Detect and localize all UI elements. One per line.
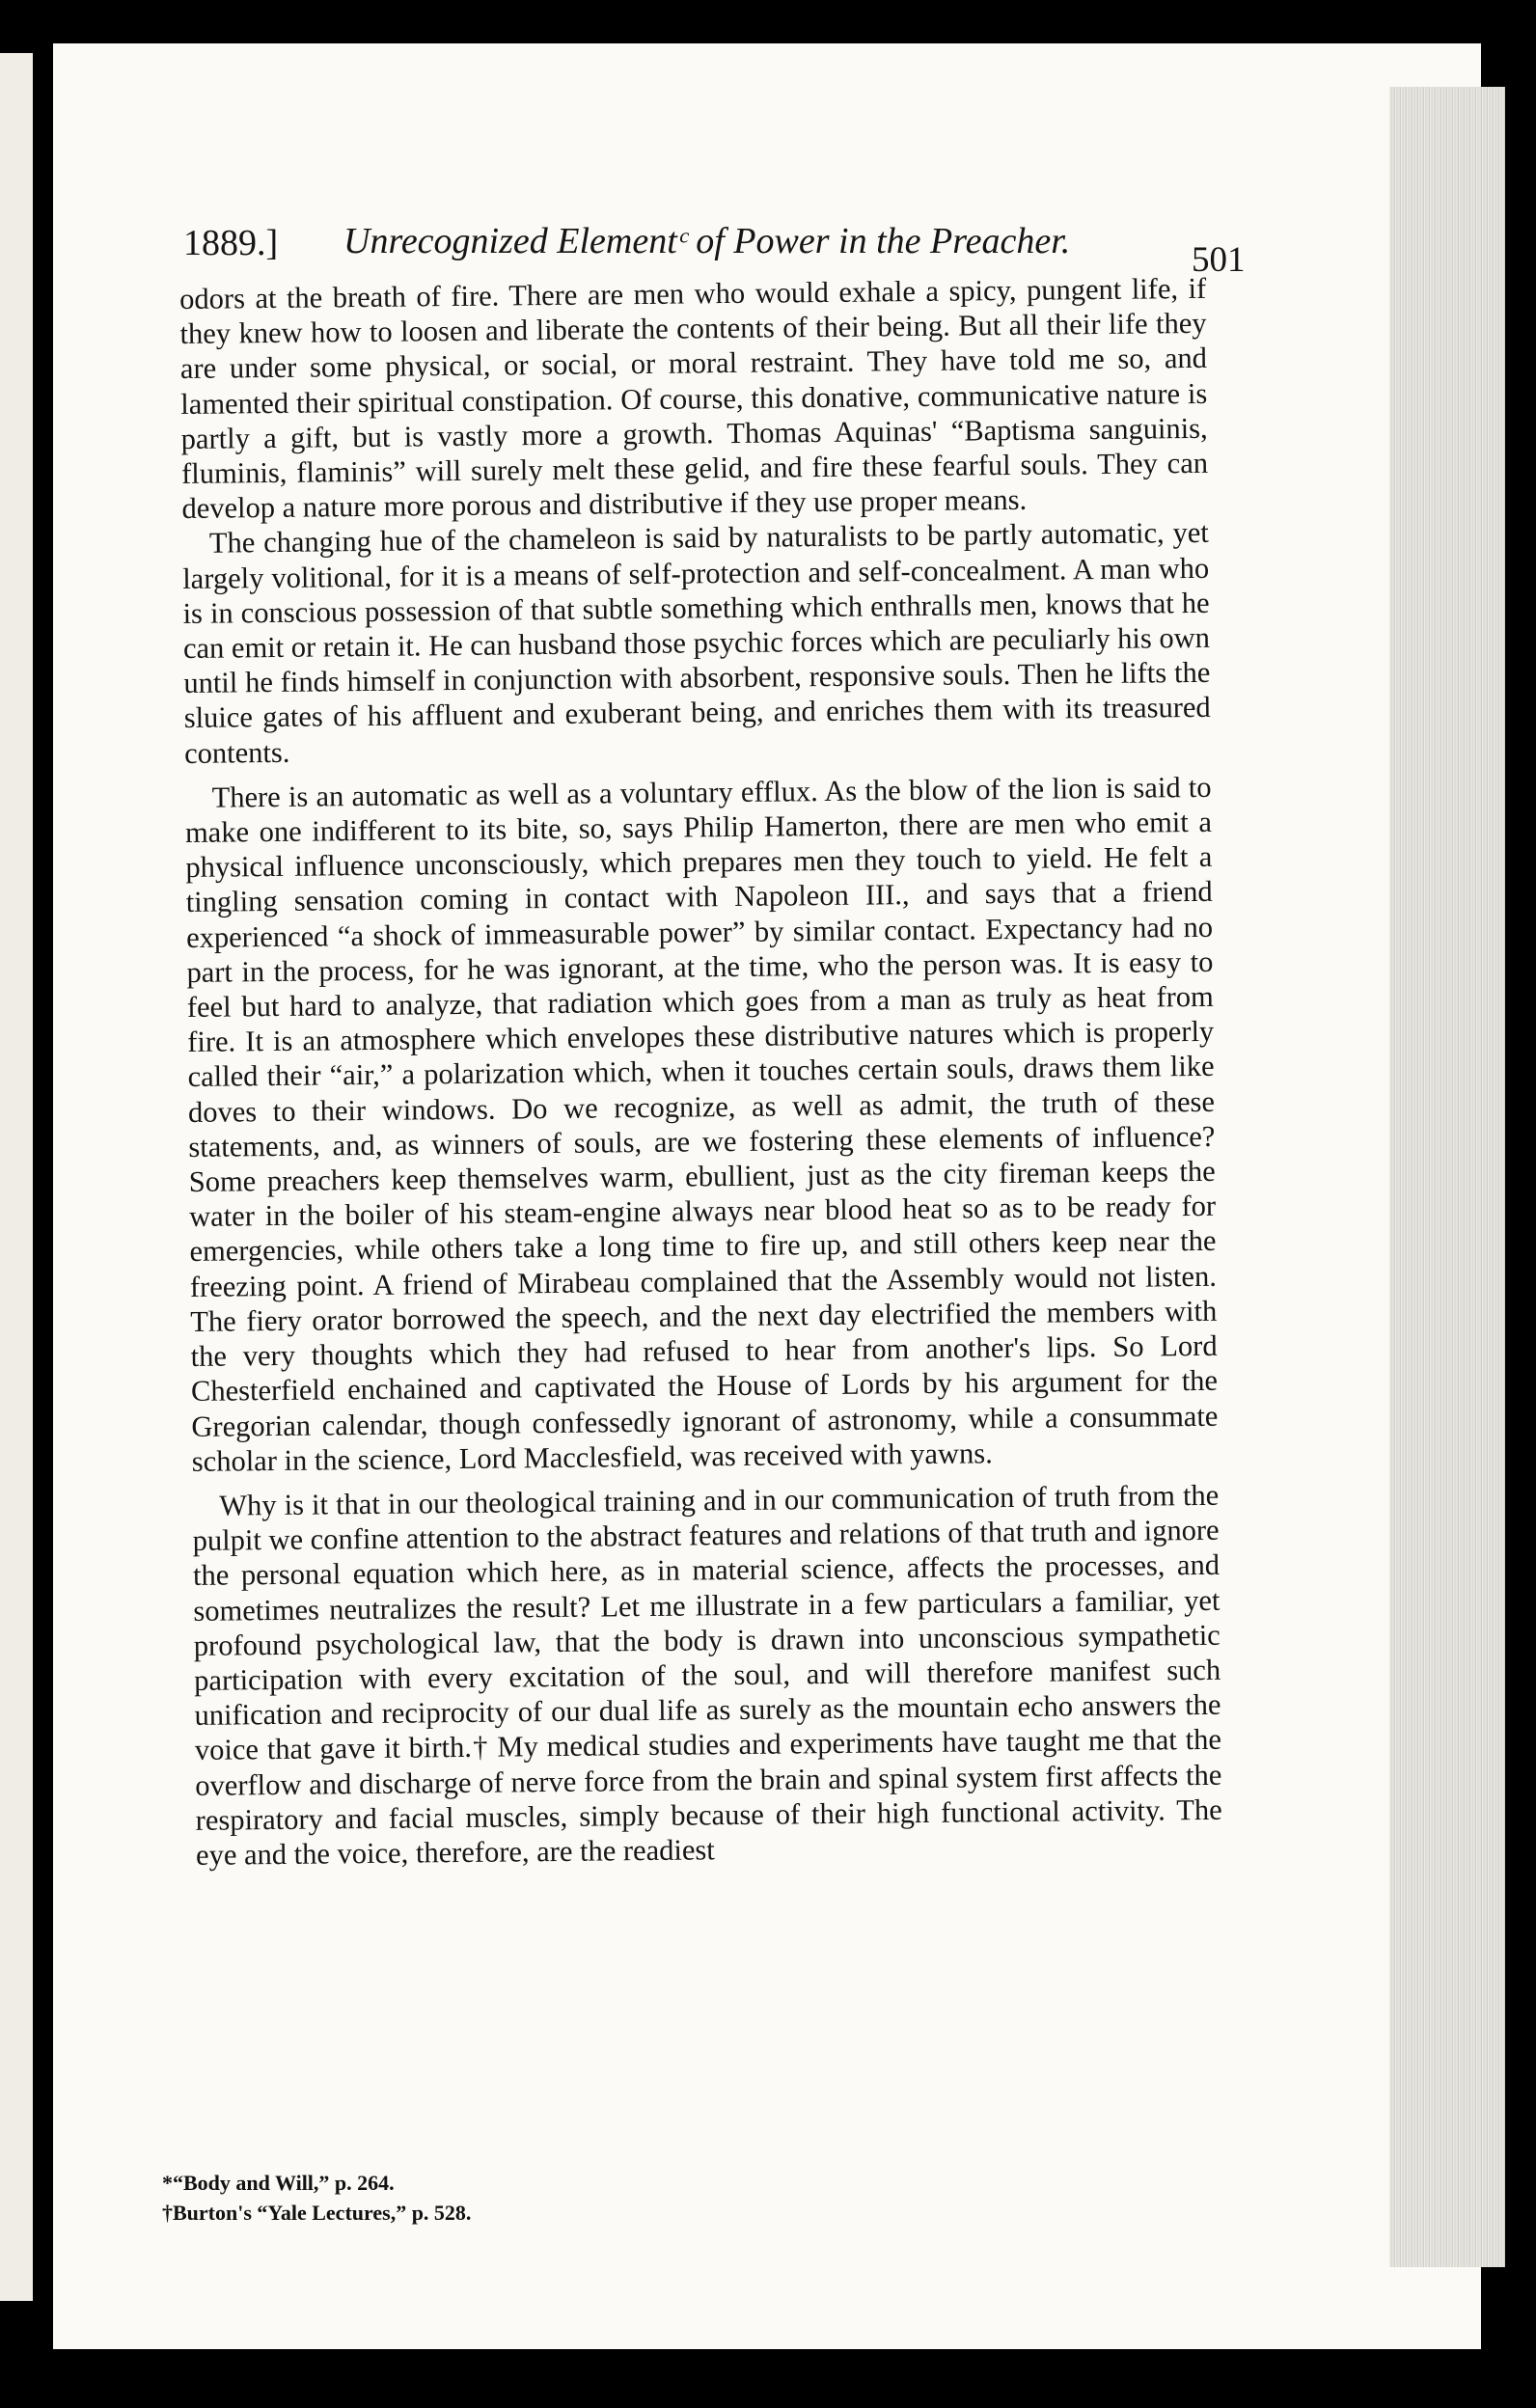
running-header — [183, 220, 1245, 278]
paragraph: The changing hue of the chameleon is said by naturalists to be partly automatic, yet largely volitional, for it is a means of self-protection and self-concealment. A man who is in conscious possession of that subtle something which enthralls men, knows that he can emit or retain it. He can husband those psychic forces which are peculiarly his own until he finds himself in conjunction with absorbent, responsive souls. Then he lifts the sluice gates of his affluent and exuberant being, and enriches them with its treasured contents. — [182, 516, 1211, 770]
paragraph: There is an automatic as well as a voluntary efflux. As the blow of the lion is said to make one indifferent to its bite, so, says Philip Hamerton, there are men who emit a physical influence unconsciously, which prepares men they touch to yield. He felt a tingling sensation coming in contact with Napoleon III., and says that a friend experienced “a shock of immeasurable power” by similar contact. Expectancy had no part in the process, for he was ignorant, at the time, who the person was. It is easy to feel but hard to analyze, that radiation which goes from a man as truly as heat from fire. It is an atmosphere which envelopes these distributive natures which is properly called their “air,” a polarization which, when it touches certain souls, draws them like doves to their windows. Do we recognize, as well as admit, the truth of these statements, and, as winners of souls, are we fostering these elements of influence? Some preachers keep themselves warm, ebullient, just as the city fireman keeps the water in the boiler of his steam-engine always near blood heat so as to be ready for emergencies, while others take a long time to fire up, and still others keep near the freezing point. A friend of Mirabeau complained that the Assembly would not listen. The fiery orator borrowed the speech, and the next day electrified the members with the very thoughts which they had refused to hear from another's lips. So Lord Chesterfield enchained and captivated the House of Lords by his argument for the Gregorian calendar, though confessedly ignorant of astronomy, while a consummate scholar in the science, Lord Macclesfield, was received with yawns. — [184, 770, 1219, 1478]
footnote: *“Body and Will,” p. 264. — [162, 2171, 395, 2195]
previous-page-edge — [0, 53, 33, 2301]
footnote: †Burton's “Yale Lectures,” p. 528. — [162, 2201, 472, 2225]
footnotes — [162, 2168, 471, 2228]
page-number: 501 — [1192, 240, 1246, 280]
paragraph: Why is it that in our theological training and in our communication of truth from the pulpit we confine attention to the abstract features and relations of that truth and ignore the personal equation which here, as in material science, affects the processes, and sometimes neutralizes the result? Let me illustrate in a few particulars a familiar, yet profound psychological law, that the body is drawn into unconscious sympathetic participation with every excitation of the soul, and will therefore manifest such unification and reciprocity of our dual life as surely as the mountain echo answers the voice that gave it birth.† My medical studies and experiments have taught me that the overflow and discharge of nerve force from the brain and spinal system first affects the respiratory and facial muscles, simply because of their high functional activity. The eye and the voice, therefore, are the readiest — [192, 1478, 1222, 1872]
header-title: Unrecognized Elementᶜ of Power in the Preacher. — [343, 221, 1071, 261]
paragraph: odors at the breath of fire. There are men who would exhale a spicy, pungent life, if they knew how to loosen and liberate the contents of their being. But all their life they are under some physical, or social, or moral restraint. They have told me so, and lamented their spiritual constipation. Of course, this donative, communicative nature is partly a gift, but is vastly more a growth. Thomas Aquinas' “Baptisma sanguinis, fluminis, flaminis” will surely melt these gelid, and fire these fearful souls. They can develop a nature more porous and distributive if they use proper means. — [179, 271, 1209, 526]
header-year: 1889.] — [183, 223, 279, 263]
page-stack-edge — [1389, 87, 1505, 2267]
body-text — [179, 271, 1222, 1873]
